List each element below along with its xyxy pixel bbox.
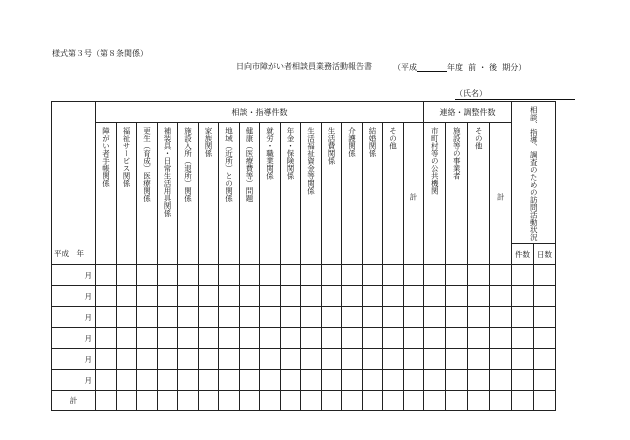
entry-cell[interactable] [512, 328, 534, 349]
entry-cell[interactable] [219, 328, 240, 349]
entry-cell[interactable] [321, 307, 342, 328]
total-cell[interactable] [219, 391, 240, 411]
total-cell[interactable] [96, 391, 117, 411]
consult-column-header [280, 123, 301, 265]
month-row [52, 307, 556, 328]
entry-cell[interactable] [512, 286, 534, 307]
consult-column-header [137, 123, 158, 265]
column-header-label: 施設等の事業者 [452, 127, 462, 180]
consult-column-header [96, 123, 117, 265]
entry-cell[interactable] [239, 265, 260, 286]
entry-cell[interactable] [239, 328, 260, 349]
entry-cell[interactable] [116, 349, 137, 370]
consult-column-header [342, 123, 363, 265]
column-header-label: 地域（近所）との関係 [224, 127, 234, 202]
entry-cell[interactable] [512, 370, 534, 391]
entry-cell[interactable] [468, 349, 490, 370]
entry-cell[interactable] [490, 328, 512, 349]
entry-cell[interactable] [219, 370, 240, 391]
total-label: 計 [52, 391, 96, 411]
year-label: 平成 年 [54, 249, 84, 258]
entry-cell[interactable] [342, 349, 363, 370]
consult-column-header [116, 123, 137, 265]
entry-cell[interactable] [260, 286, 281, 307]
entry-cell[interactable] [468, 328, 490, 349]
entry-cell[interactable] [383, 265, 404, 286]
entry-cell[interactable] [137, 307, 158, 328]
entry-cell[interactable] [490, 370, 512, 391]
liaison-column-header [490, 123, 512, 265]
consult-column-header [383, 123, 404, 265]
entry-cell[interactable] [157, 370, 178, 391]
total-cell[interactable] [116, 391, 137, 411]
visit-subheader: 件数 [512, 244, 534, 265]
entry-cell[interactable] [403, 286, 424, 307]
total-row [52, 391, 556, 411]
entry-cell[interactable] [260, 370, 281, 391]
column-header-label: 補装具・日常生活用具関係 [162, 127, 172, 217]
month-row [52, 349, 556, 370]
month-row [52, 328, 556, 349]
entry-cell[interactable] [96, 307, 117, 328]
entry-cell[interactable] [321, 328, 342, 349]
entry-cell[interactable] [178, 307, 199, 328]
column-header-label: 生活福祉資金等関係 [306, 127, 316, 195]
liaison-column-header [424, 123, 446, 265]
entry-cell[interactable] [468, 265, 490, 286]
column-header-label: その他 [388, 127, 398, 150]
period-half: 前 ・ 後 [468, 63, 498, 72]
total-cell[interactable] [534, 391, 556, 411]
total-cell[interactable] [198, 391, 219, 411]
consult-column-header [239, 123, 260, 265]
entry-cell[interactable] [490, 286, 512, 307]
month-row [52, 370, 556, 391]
month-label: 月 [52, 265, 96, 286]
entry-cell[interactable] [280, 370, 301, 391]
entry-cell[interactable] [178, 328, 199, 349]
column-header-label: 更生（育成）医療関係 [142, 127, 152, 202]
entry-cell[interactable] [342, 307, 363, 328]
corner-cell [52, 102, 96, 265]
total-cell[interactable] [490, 391, 512, 411]
consult-column-header [178, 123, 199, 265]
entry-cell[interactable] [362, 307, 383, 328]
total-cell[interactable] [383, 391, 404, 411]
entry-cell[interactable] [490, 265, 512, 286]
entry-cell[interactable] [260, 349, 281, 370]
entry-cell[interactable] [342, 265, 363, 286]
liaison-group-header: 連絡・調整件数 [424, 102, 512, 123]
column-header-label: その他 [474, 127, 484, 150]
consult-column-header [260, 123, 281, 265]
total-cell[interactable] [424, 391, 446, 411]
entry-cell[interactable] [490, 349, 512, 370]
entry-cell[interactable] [403, 328, 424, 349]
entry-cell[interactable] [383, 370, 404, 391]
entry-cell[interactable] [342, 328, 363, 349]
entry-cell[interactable] [383, 286, 404, 307]
entry-cell[interactable] [239, 349, 260, 370]
entry-cell[interactable] [446, 307, 468, 328]
month-label: 月 [52, 370, 96, 391]
consult-group-header: 相談・指導件数 [96, 102, 424, 123]
entry-cell[interactable] [260, 265, 281, 286]
total-cell[interactable] [512, 391, 534, 411]
total-cell[interactable] [362, 391, 383, 411]
entry-cell[interactable] [219, 349, 240, 370]
visit-subheader: 日数 [534, 244, 556, 265]
entry-cell[interactable] [301, 349, 322, 370]
entry-cell[interactable] [178, 286, 199, 307]
total-cell[interactable] [468, 391, 490, 411]
entry-cell[interactable] [534, 265, 556, 286]
column-header-label: 家族関係 [203, 127, 213, 157]
entry-cell[interactable] [198, 370, 219, 391]
month-label: 月 [52, 349, 96, 370]
entry-cell[interactable] [301, 265, 322, 286]
entry-cell[interactable] [239, 370, 260, 391]
entry-cell[interactable] [383, 328, 404, 349]
total-cell[interactable] [446, 391, 468, 411]
total-cell[interactable] [321, 391, 342, 411]
entry-cell[interactable] [198, 265, 219, 286]
entry-cell[interactable] [157, 349, 178, 370]
entry-cell[interactable] [446, 286, 468, 307]
column-header-label: 障がい者手帳関係 [101, 127, 111, 187]
name-label: （氏名） [455, 89, 487, 98]
entry-cell[interactable] [157, 286, 178, 307]
entry-cell[interactable] [198, 349, 219, 370]
entry-cell[interactable] [96, 349, 117, 370]
entry-cell[interactable] [424, 307, 446, 328]
entry-cell[interactable] [342, 370, 363, 391]
entry-cell[interactable] [468, 370, 490, 391]
consult-column-header [321, 123, 342, 265]
entry-cell[interactable] [260, 328, 281, 349]
entry-cell[interactable] [468, 307, 490, 328]
entry-cell[interactable] [178, 370, 199, 391]
period-prefix: （平成 [393, 63, 417, 72]
column-header-label: 市町村等の公共機関 [430, 127, 440, 195]
entry-cell[interactable] [219, 265, 240, 286]
column-header-label: 福祉サービス関係 [121, 127, 131, 187]
total-cell[interactable] [178, 391, 199, 411]
entry-cell[interactable] [321, 265, 342, 286]
entry-cell[interactable] [534, 286, 556, 307]
entry-cell[interactable] [301, 307, 322, 328]
entry-cell[interactable] [280, 349, 301, 370]
entry-cell[interactable] [260, 307, 281, 328]
total-cell[interactable] [137, 391, 158, 411]
total-cell[interactable] [260, 391, 281, 411]
entry-cell[interactable] [178, 349, 199, 370]
column-header-row [52, 123, 556, 244]
entry-cell[interactable] [446, 328, 468, 349]
entry-cell[interactable] [424, 286, 446, 307]
entry-cell[interactable] [362, 328, 383, 349]
entry-cell[interactable] [157, 328, 178, 349]
entry-cell[interactable] [157, 265, 178, 286]
period-year-blank[interactable] [417, 62, 447, 72]
entry-cell[interactable] [362, 349, 383, 370]
entry-cell[interactable] [116, 370, 137, 391]
consult-column-header [219, 123, 240, 265]
column-header-label: 生活費関係 [326, 127, 336, 165]
entry-cell[interactable] [198, 286, 219, 307]
entry-cell[interactable] [116, 328, 137, 349]
entry-cell[interactable] [280, 286, 301, 307]
consult-column-header [403, 123, 424, 265]
entry-cell[interactable] [116, 307, 137, 328]
month-label: 月 [52, 307, 96, 328]
entry-cell[interactable] [280, 328, 301, 349]
entry-cell[interactable] [321, 370, 342, 391]
entry-cell[interactable] [280, 307, 301, 328]
entry-cell[interactable] [301, 328, 322, 349]
entry-cell[interactable] [280, 265, 301, 286]
entry-cell[interactable] [96, 370, 117, 391]
name-field[interactable] [455, 90, 575, 100]
entry-cell[interactable] [362, 286, 383, 307]
entry-cell[interactable] [403, 307, 424, 328]
period-year-unit: 年度 [447, 63, 463, 72]
entry-cell[interactable] [424, 370, 446, 391]
liaison-column-header [468, 123, 490, 265]
month-label: 月 [52, 286, 96, 307]
entry-cell[interactable] [137, 370, 158, 391]
consult-column-header [157, 123, 178, 265]
column-header-label: 結婚関係 [367, 127, 377, 157]
entry-cell[interactable] [403, 349, 424, 370]
entry-cell[interactable] [321, 286, 342, 307]
entry-cell[interactable] [96, 328, 117, 349]
entry-cell[interactable] [157, 307, 178, 328]
column-header-label: 年金・保険関係 [285, 127, 295, 180]
entry-cell[interactable] [446, 370, 468, 391]
entry-cell[interactable] [96, 286, 117, 307]
entry-cell[interactable] [116, 286, 137, 307]
column-header-label: 計 [408, 193, 418, 201]
total-cell[interactable] [403, 391, 424, 411]
form-label: 様式第３号（第８条関係） [52, 49, 148, 58]
entry-cell[interactable] [383, 307, 404, 328]
entry-cell[interactable] [468, 286, 490, 307]
entry-cell[interactable] [219, 286, 240, 307]
visit-header: 相談、指導、調査のための訪問活動状況 [512, 102, 556, 244]
column-header-label: 就労・職業関係 [265, 127, 275, 180]
entry-cell[interactable] [512, 349, 534, 370]
total-cell[interactable] [301, 391, 322, 411]
entry-cell[interactable] [512, 307, 534, 328]
entry-cell[interactable] [403, 265, 424, 286]
column-header-label: 施設入所（退所）関係 [183, 127, 193, 202]
entry-cell[interactable] [424, 349, 446, 370]
entry-cell[interactable] [198, 328, 219, 349]
entry-cell[interactable] [239, 307, 260, 328]
entry-cell[interactable] [116, 265, 137, 286]
entry-cell[interactable] [321, 349, 342, 370]
report-title: 日向市障がい者相談員業務活動報告書 [236, 62, 372, 71]
entry-cell[interactable] [239, 286, 260, 307]
entry-cell[interactable] [490, 307, 512, 328]
period-suffix: 期分） [502, 63, 527, 72]
entry-cell[interactable] [137, 349, 158, 370]
entry-cell[interactable] [424, 328, 446, 349]
entry-cell[interactable] [137, 265, 158, 286]
column-header-label: 介護関係 [347, 127, 357, 157]
total-cell[interactable] [157, 391, 178, 411]
entry-cell[interactable] [301, 286, 322, 307]
entry-cell[interactable] [534, 328, 556, 349]
column-header-label: 健康（医療費等）問題 [244, 127, 254, 202]
consult-column-header [301, 123, 322, 265]
entry-cell[interactable] [219, 307, 240, 328]
report-period [393, 62, 526, 72]
report-table [51, 101, 556, 411]
entry-cell[interactable] [342, 286, 363, 307]
entry-cell[interactable] [424, 265, 446, 286]
entry-cell[interactable] [446, 265, 468, 286]
entry-cell[interactable] [534, 307, 556, 328]
entry-cell[interactable] [403, 370, 424, 391]
entry-cell[interactable] [198, 307, 219, 328]
total-cell[interactable] [280, 391, 301, 411]
entry-cell[interactable] [178, 265, 199, 286]
month-row [52, 286, 556, 307]
entry-cell[interactable] [362, 370, 383, 391]
total-cell[interactable] [239, 391, 260, 411]
consult-column-header [362, 123, 383, 265]
entry-cell[interactable] [534, 370, 556, 391]
column-header-label: 計 [496, 193, 506, 201]
total-cell[interactable] [342, 391, 363, 411]
entry-cell[interactable] [534, 349, 556, 370]
entry-cell[interactable] [446, 349, 468, 370]
liaison-column-header [446, 123, 468, 265]
month-row [52, 265, 556, 286]
consult-column-header [198, 123, 219, 265]
month-label: 月 [52, 328, 96, 349]
entry-cell[interactable] [383, 349, 404, 370]
entry-cell[interactable] [362, 265, 383, 286]
entry-cell[interactable] [137, 328, 158, 349]
entry-cell[interactable] [512, 265, 534, 286]
entry-cell[interactable] [301, 370, 322, 391]
entry-cell[interactable] [96, 265, 117, 286]
entry-cell[interactable] [137, 286, 158, 307]
